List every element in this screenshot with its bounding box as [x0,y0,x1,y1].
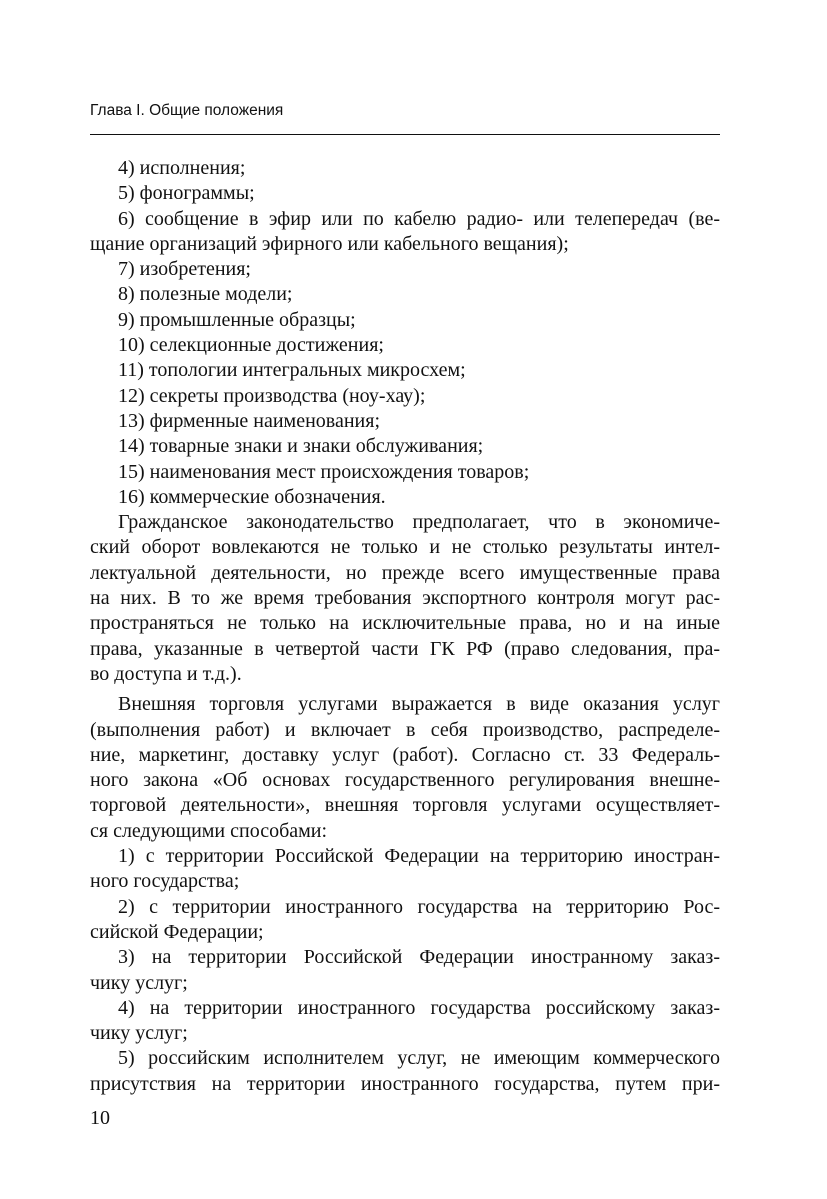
paragraph-line: Гражданское законодательство предполагает, что в экономиче- [118,511,720,534]
list-item: 16) коммерческие обозначения. [118,485,386,508]
header-divider [90,134,720,135]
method-item: 2) с территории иностранного государства на территорию Рос- [118,895,720,918]
list-item: 15) наименования мест происхождения товаров; [118,460,530,483]
paragraph-line: ного закона «Об основах государственного регулирования внешне- [90,769,720,792]
list-item: 9) промышленные образцы; [118,308,356,331]
method-item-continuation: чику услуг; [90,1022,188,1045]
paragraph-line: ский оборот вовлекаются не только и не столько результаты интел- [90,536,720,559]
list-item: 10) селекционные достижения; [118,334,384,357]
paragraph-line: ся следующими способами: [90,819,328,842]
paragraph-line: пространяться не только на исключительные права, но и на иные [90,612,720,635]
list-item: 13) фирменные наименования; [118,409,381,432]
method-item-continuation: сийской Федерации; [90,920,264,943]
list-item: 4) исполнения; [118,157,246,179]
list-item: 5) фонограммы; [118,182,255,205]
method-item: 5) российским исполнителем услуг, не имеющим коммерческого [118,1047,720,1070]
paragraph-line: на них. В то же время требования экспортного контроля могут рас- [90,587,720,610]
method-item: 4) на территории иностранного государства российскому заказ- [118,996,720,1019]
page-body [90,156,720,1097]
list-item: 6) сообщение в эфир или по кабелю радио- или телепередач (ве- [118,207,720,230]
running-header: Глава I. Общие положения [90,102,284,119]
list-item: 8) полезные модели; [118,283,293,306]
paragraph-line: лектуальной деятельности, но прежде всего имущественные права [90,561,720,584]
method-item-continuation: присутствия на территории иностранного государства, путем при- [90,1072,720,1095]
list-item: 7) изобретения; [118,258,251,281]
page-number: 10 [90,1107,110,1129]
method-item-continuation: чику услуг; [90,971,188,994]
list-item: 12) секреты производства (ноу-хау); [118,384,426,407]
list-item: 14) товарные знаки и знаки обслуживания; [118,435,484,458]
paragraph-line: торговой деятельности», внешняя торговля услугами осуществляет- [90,794,720,817]
method-item: 1) с территории Российской Федерации на территорию иностран- [118,845,720,868]
paragraph-line: во доступа и т.д.). [90,662,242,685]
list-item-continuation: щание организаций эфирного или кабельного вещания); [90,232,569,255]
list-item: 11) топологии интегральных микросхем; [118,359,466,382]
paragraph-line: (выполнения работ) и включает в себя производство, распределе- [90,718,720,741]
method-item-continuation: ного государства; [90,870,240,893]
paragraph-line: права, указанные в четвертой части ГК РФ (право следования, пра- [90,637,720,660]
method-item: 3) на территории Российской Федерации иностранному заказ- [118,946,720,969]
paragraph-line: ние, маркетинг, доставку услуг (работ). Согласно ст. 33 Федераль- [90,743,720,766]
paragraph-line: Внешняя торговля услугами выражается в виде оказания услуг [118,693,720,716]
